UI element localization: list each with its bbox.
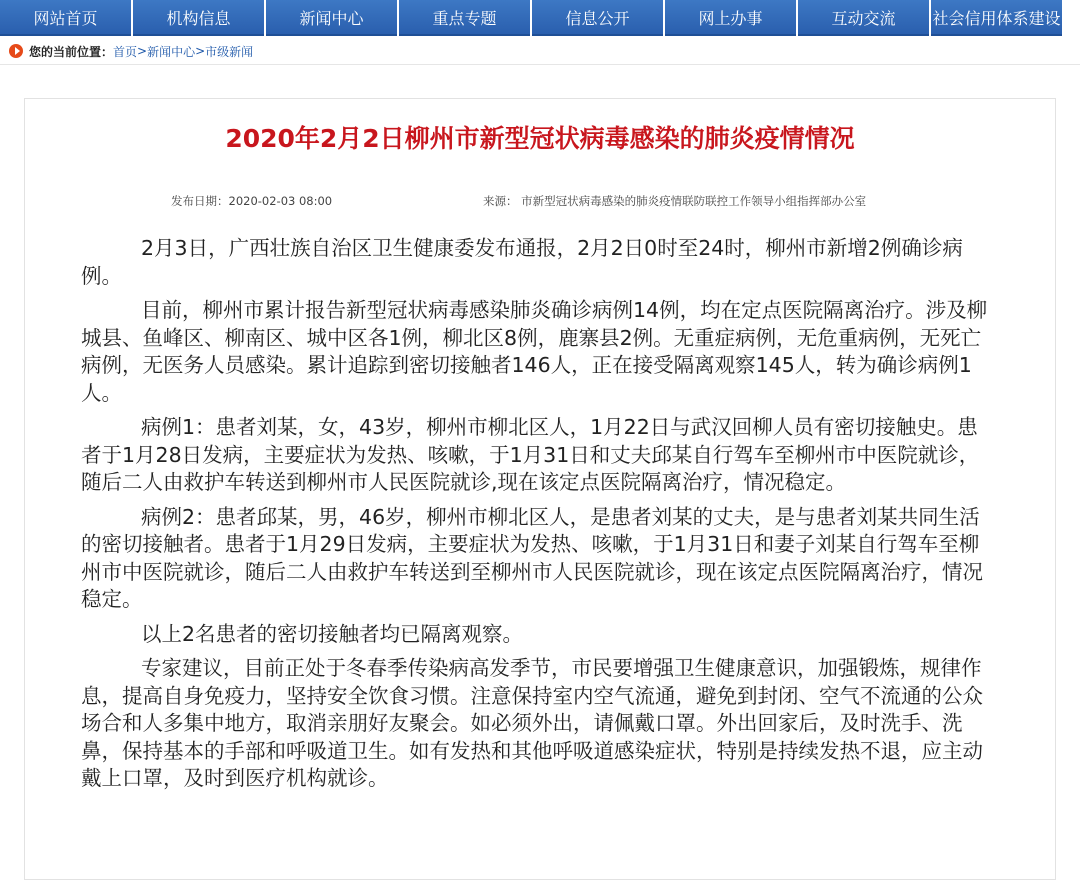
nav-item-topics[interactable]: 重点专题	[399, 0, 530, 36]
article-paragraph: 2月3日，广西壮族自治区卫生健康委发布通报，2月2日0时至24时，柳州市新增2例确诊病例。	[81, 236, 963, 288]
breadcrumb-label: 您的当前位置：	[29, 44, 114, 59]
article-paragraph: 以上2名患者的密切接触者均已隔离观察。	[141, 621, 524, 646]
article-body	[81, 235, 991, 800]
nav-item-organization[interactable]: 机构信息	[133, 0, 264, 36]
breadcrumb-separator: >	[137, 44, 148, 58]
breadcrumb	[0, 38, 1080, 65]
breadcrumb-home-link[interactable]: 首页	[113, 44, 138, 59]
publish-date: 发布日期：2020-02-03 08:00	[171, 194, 333, 208]
article-title: 2020年2月2日柳州市新型冠状病毒感染的肺炎疫情情况	[225, 124, 855, 153]
nav-item-online-services[interactable]: 网上办事	[665, 0, 796, 36]
article-paragraph: 病例2：患者邱某，男，46岁，柳州市柳北区人，是患者刘某的丈夫，是与患者刘某共同生活的密切接触者。患者于1月29日发病，主要症状为发热、咳嗽，于1月31日和妻子刘某自行驾车至柳州市中医院就诊，随后二人由救护车转送到至柳州市人民医院就诊，现在该定点医院隔离治疗，情况稳定。	[81, 504, 983, 611]
article-paragraph: 目前，柳州市累计报告新型冠状病毒感染肺炎确诊病例14例，均在定点医院隔离治疗。涉及柳城县、鱼峰区、柳南区、城中区各1例，柳北区8例，鹿寨县2例。无重症病例，无危重病例，无死亡病例，无医务人员感染。累计追踪到密切接触者146人，正在接受隔离观察145人，转为确诊病例1人。	[81, 298, 988, 405]
article-paragraph: 专家建议，目前正处于冬春季传染病高发季节，市民要增强卫生健康意识，加强锻炼，规律作息，提高自身免疫力，坚持安全饮食习惯。注意保持室内空气流通，避免到封闭、空气不流通的公众场合和人多集中地方，取消亲朋好友聚会。如必须外出，请佩戴口罩。外出回家后，及时洗手、洗鼻，保持基本的手部和呼吸道卫生。如有发热和其他呼吸道感染症状，特别是持续发热不退，应主动戴上口罩，及时到医疗机构就诊。	[81, 656, 983, 790]
article-source: 来源： 市新型冠状病毒感染的肺炎疫情联防联控工作领导小组指挥部办公室	[483, 194, 867, 208]
nav-item-interaction[interactable]: 互动交流	[798, 0, 929, 36]
article-paragraph: 病例1：患者刘某，女，43岁，柳州市柳北区人，1月22日与武汉回柳人员有密切接触史。患者于1月28日发病，主要症状为发热、咳嗽，于1月31日和丈夫邱某自行驾车至柳州市中医院就诊，随后二人由救护车转送到柳州市人民医院就诊,现在该定点医院隔离治疗，情况稳定。	[81, 415, 980, 494]
breadcrumb-separator: >	[195, 44, 206, 58]
nav-item-news[interactable]: 新闻中心	[266, 0, 397, 36]
top-navigation	[0, 0, 1080, 38]
article-container	[24, 98, 1056, 880]
nav-item-credit-system[interactable]: 社会信用体系建设	[931, 0, 1062, 36]
breadcrumb-news-link[interactable]: 新闻中心	[147, 44, 196, 59]
location-arrow-icon	[9, 44, 23, 58]
nav-item-home[interactable]: 网站首页	[0, 0, 131, 36]
breadcrumb-city-news-link[interactable]: 市级新闻	[205, 44, 254, 59]
nav-item-disclosure[interactable]: 信息公开	[532, 0, 663, 36]
